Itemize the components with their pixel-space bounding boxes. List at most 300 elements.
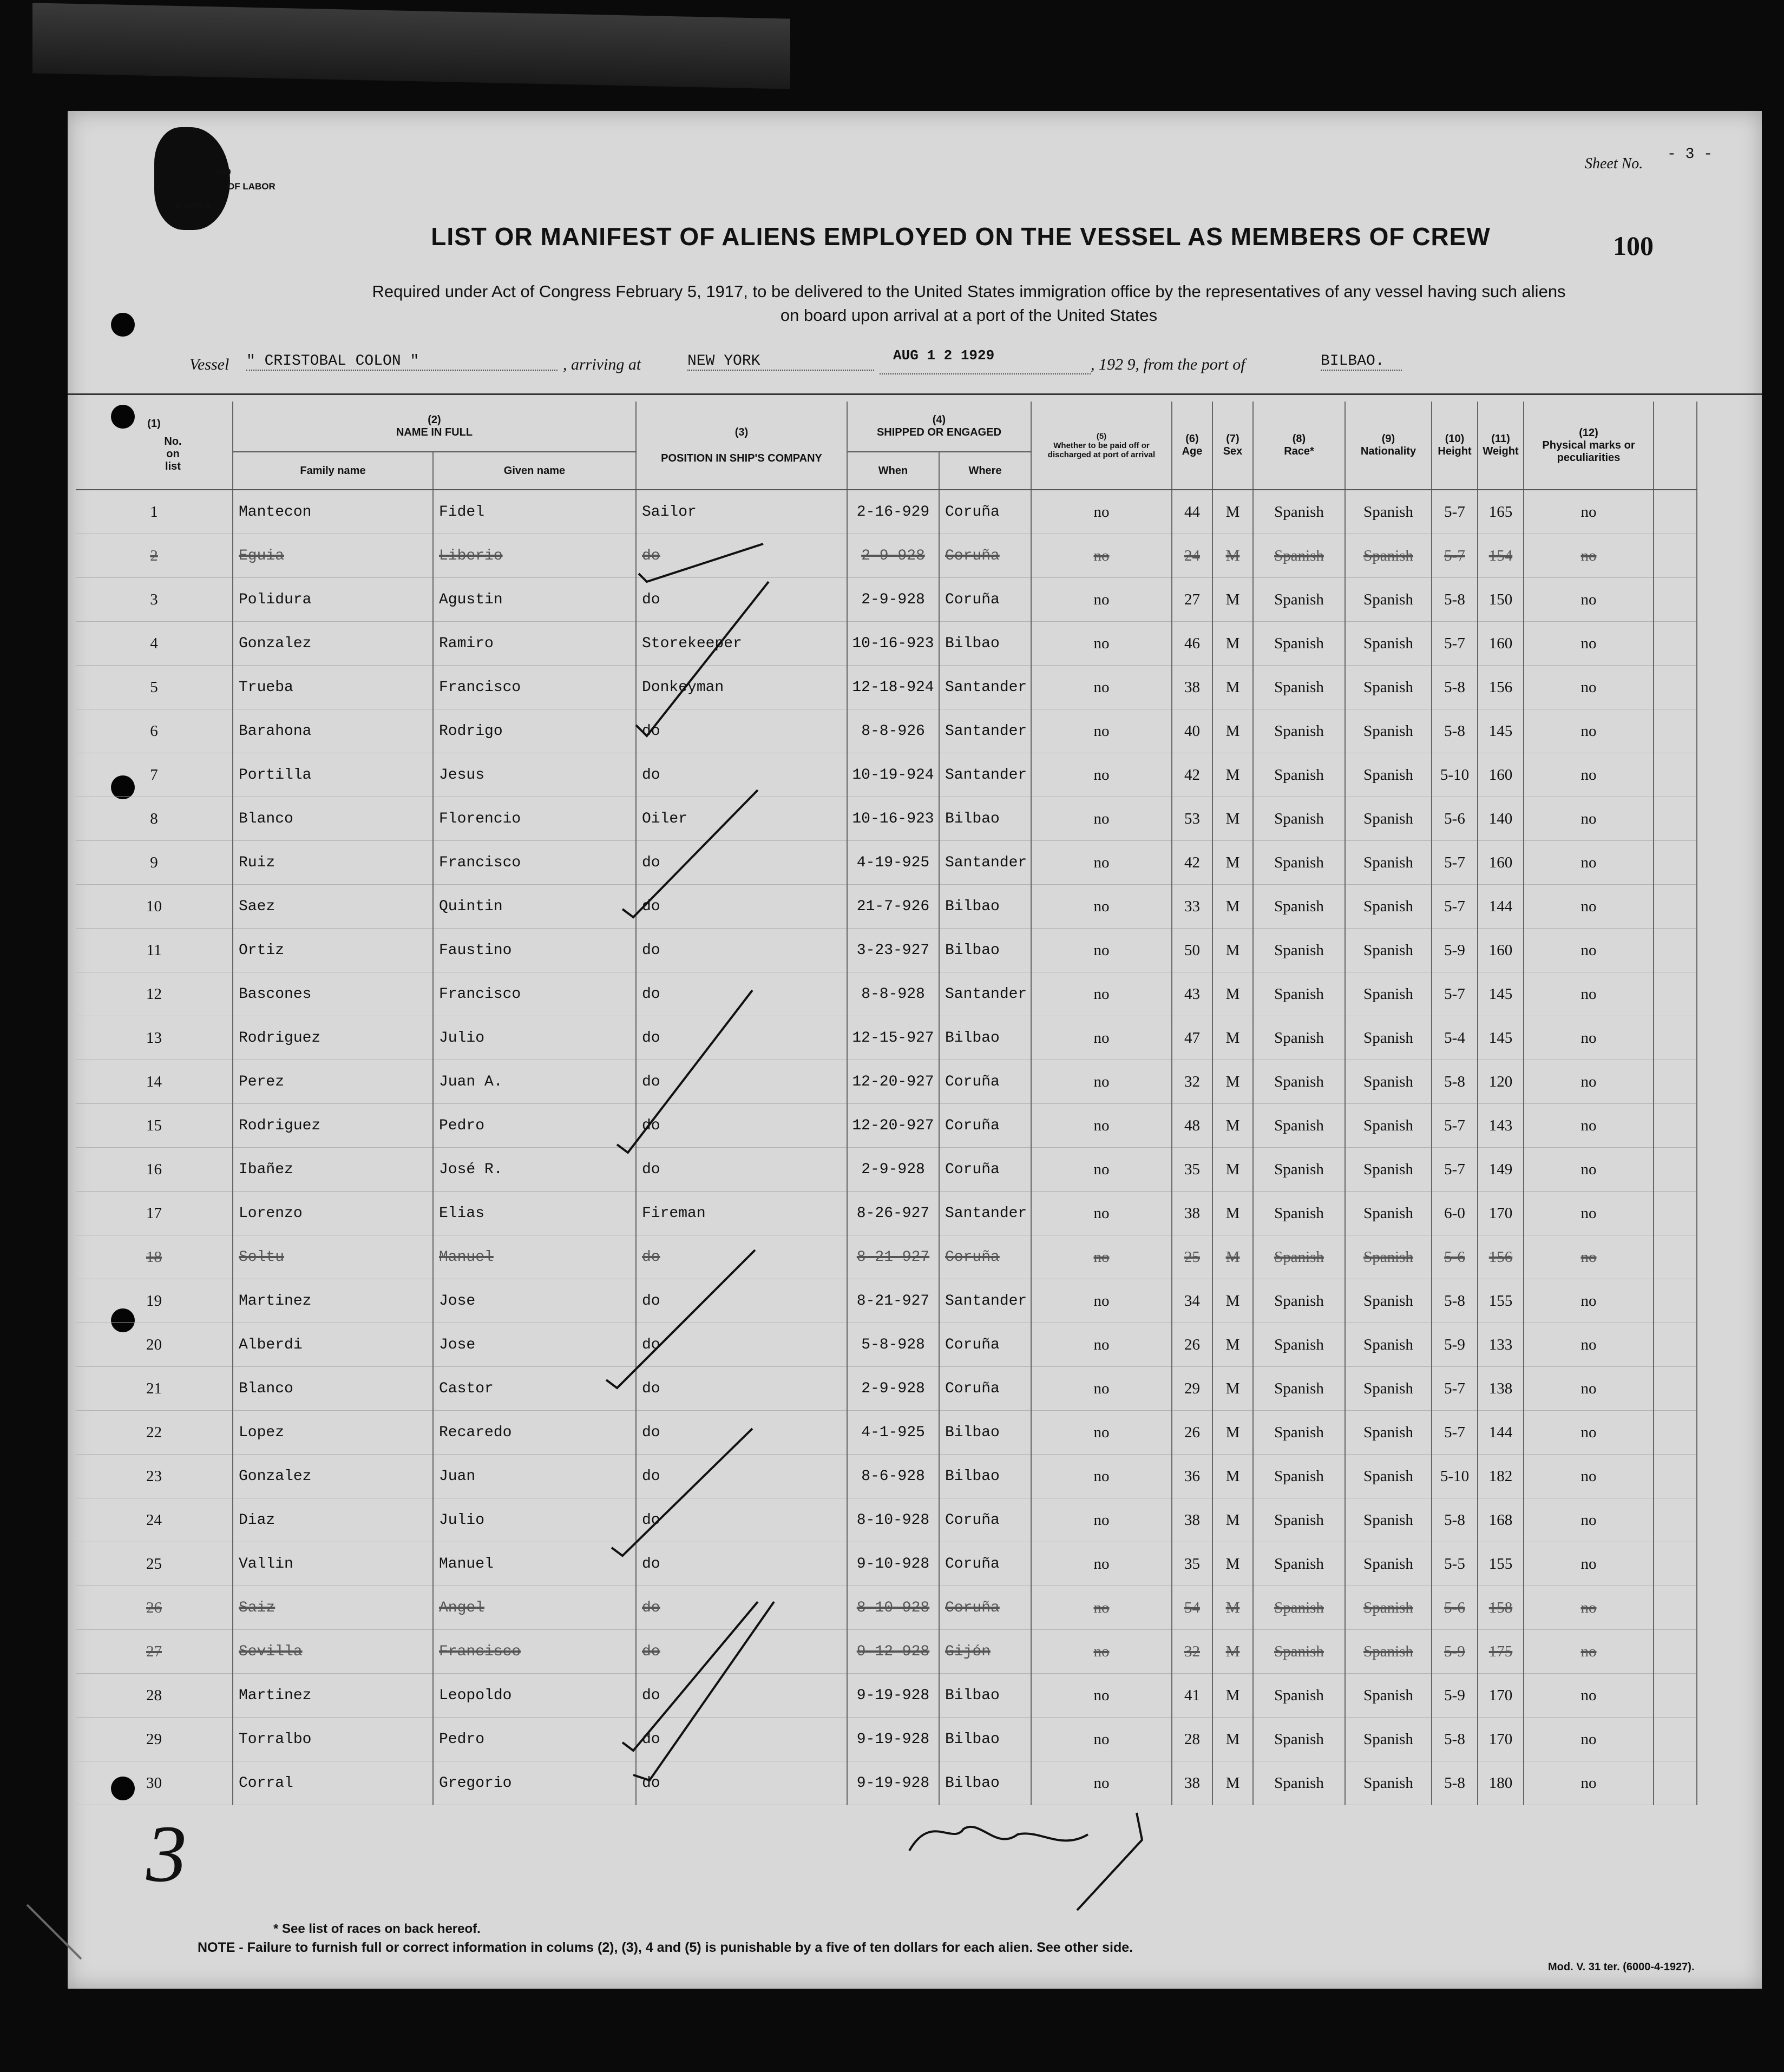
cell-sex: M xyxy=(1212,1718,1253,1761)
cell-nationality: Spanish xyxy=(1345,578,1432,622)
cell-given-name: Jose xyxy=(433,1323,636,1367)
cell-paid-off: no xyxy=(1031,1060,1172,1104)
cell-sex: M xyxy=(1212,666,1253,709)
cell-weight: 156 xyxy=(1478,1235,1524,1279)
cell-position: do xyxy=(636,1586,847,1630)
cell-marks: no xyxy=(1524,841,1654,885)
cell-nationality: Spanish xyxy=(1345,1586,1432,1630)
cell-race: Spanish xyxy=(1253,753,1345,797)
cell-row-number: 13 xyxy=(76,1016,233,1060)
col-marks-num: (12) xyxy=(1579,426,1598,439)
cell-age: 42 xyxy=(1172,841,1212,885)
cell-age: 48 xyxy=(1172,1104,1212,1148)
cell-nationality: Spanish xyxy=(1345,1279,1432,1323)
cell-height: 5-10 xyxy=(1432,753,1478,797)
cell-given-name: Gregorio xyxy=(433,1761,636,1805)
cell-paid-off: no xyxy=(1031,1323,1172,1367)
cell-shipped-when: 10-19-924 xyxy=(847,753,939,797)
cell-family-name: Barahona xyxy=(233,709,433,753)
cell-age: 38 xyxy=(1172,1192,1212,1235)
cell-race: Spanish xyxy=(1253,1455,1345,1498)
race-footnote: * See list of races on back hereof. xyxy=(273,1922,481,1936)
cell-row-number: 27 xyxy=(76,1630,233,1674)
col-header-where: Where xyxy=(939,452,1031,490)
year-text: , 192 9, from the port of xyxy=(1091,356,1245,373)
cell-shipped-where: Santander xyxy=(939,1192,1031,1235)
cell-nationality: Spanish xyxy=(1345,1148,1432,1192)
col-position-label: POSITION IN SHIP'S COMPANY xyxy=(661,452,822,464)
cell-sex: M xyxy=(1212,1761,1253,1805)
cell-height: 5-7 xyxy=(1432,885,1478,929)
cell-row-number: 3 xyxy=(76,578,233,622)
cell-shipped-where: Coruña xyxy=(939,1104,1031,1148)
col-weight-num: (11) xyxy=(1491,433,1510,445)
cell-shipped-where: Santander xyxy=(939,1279,1031,1323)
cell-nationality: Spanish xyxy=(1345,841,1432,885)
cell-shipped-where: Gijón xyxy=(939,1630,1031,1674)
cell-weight: 154 xyxy=(1478,534,1524,578)
cell-marks: no xyxy=(1524,1630,1654,1674)
cell-weight: 140 xyxy=(1478,797,1524,841)
cell-position: do xyxy=(636,1016,847,1060)
cell-given-name: Pedro xyxy=(433,1718,636,1761)
cell-weight: 160 xyxy=(1478,841,1524,885)
cell-marks: no xyxy=(1524,1016,1654,1060)
cell-shipped-where: Santander xyxy=(939,841,1031,885)
cell-position: do xyxy=(636,1542,847,1586)
cell-family-name: Torralbo xyxy=(233,1718,433,1761)
cell-position: do xyxy=(636,929,847,972)
cell-age: 44 xyxy=(1172,490,1212,534)
cell-sex: M xyxy=(1212,929,1253,972)
cell-weight: 150 xyxy=(1478,578,1524,622)
cell-age: 32 xyxy=(1172,1060,1212,1104)
cell-age: 35 xyxy=(1172,1148,1212,1192)
cell-paid-off: no xyxy=(1031,1192,1172,1235)
cell-nationality: Spanish xyxy=(1345,1367,1432,1411)
cell-sex: M xyxy=(1212,797,1253,841)
cell-race: Spanish xyxy=(1253,1104,1345,1148)
cell-height: 5-10 xyxy=(1432,1455,1478,1498)
cell-sex: M xyxy=(1212,1411,1253,1455)
cell-shipped-when: 10-16-923 xyxy=(847,622,939,666)
cell-family-name: Lorenzo xyxy=(233,1192,433,1235)
cell-family-name: Martinez xyxy=(233,1674,433,1718)
cell-position: Oiler xyxy=(636,797,847,841)
cell-position: Fireman xyxy=(636,1192,847,1235)
col-age-num: (6) xyxy=(1185,433,1199,445)
cell-given-name: Francisco xyxy=(433,841,636,885)
cell-position: do xyxy=(636,1498,847,1542)
cell-race: Spanish xyxy=(1253,797,1345,841)
cell-given-name: Fidel xyxy=(433,490,636,534)
cell-race: Spanish xyxy=(1253,1367,1345,1411)
cell-shipped-when: 8-10-928 xyxy=(847,1498,939,1542)
cell-race: Spanish xyxy=(1253,1586,1345,1630)
cell-weight: 160 xyxy=(1478,753,1524,797)
cell-race: Spanish xyxy=(1253,972,1345,1016)
cell-weight: 145 xyxy=(1478,972,1524,1016)
cell-shipped-where: Bilbao xyxy=(939,1718,1031,1761)
inspector-mark xyxy=(1077,1813,1142,1910)
col-nationality-num: (9) xyxy=(1381,433,1395,445)
cell-height: 5-7 xyxy=(1432,490,1478,534)
cell-weight: 175 xyxy=(1478,1630,1524,1674)
cell-position: do xyxy=(636,1060,847,1104)
cell-paid-off: no xyxy=(1031,1718,1172,1761)
cell-shipped-when: 8-10-928 xyxy=(847,1586,939,1630)
cell-height: 5-7 xyxy=(1432,1148,1478,1192)
cell-given-name: Manuel xyxy=(433,1542,636,1586)
cell-marks: no xyxy=(1524,1235,1654,1279)
cell-row-number: 11 xyxy=(76,929,233,972)
cell-position: do xyxy=(636,709,847,753)
cell-nationality: Spanish xyxy=(1345,753,1432,797)
cell-marks: no xyxy=(1524,1367,1654,1411)
cell-age: 42 xyxy=(1172,753,1212,797)
cell-age: 38 xyxy=(1172,1761,1212,1805)
cell-height: 5-4 xyxy=(1432,1016,1478,1060)
cell-marks: no xyxy=(1524,797,1654,841)
cell-given-name: Agustin xyxy=(433,578,636,622)
cell-sex: M xyxy=(1212,490,1253,534)
cell-weight: 155 xyxy=(1478,1279,1524,1323)
cell-marks: no xyxy=(1524,972,1654,1016)
cell-height: 5-6 xyxy=(1432,1235,1478,1279)
cell-age: 53 xyxy=(1172,797,1212,841)
cell-nationality: Spanish xyxy=(1345,1761,1432,1805)
cell-shipped-where: Coruña xyxy=(939,578,1031,622)
cell-given-name: Jesus xyxy=(433,753,636,797)
cell-weight: 168 xyxy=(1478,1498,1524,1542)
cell-age: 29 xyxy=(1172,1367,1212,1411)
cell-sex: M xyxy=(1212,841,1253,885)
cell-height: 5-8 xyxy=(1432,709,1478,753)
cell-shipped-where: Coruña xyxy=(939,1498,1031,1542)
cell-family-name: Martinez xyxy=(233,1279,433,1323)
cell-family-name: Ruiz xyxy=(233,841,433,885)
cell-height: 5-8 xyxy=(1432,1761,1478,1805)
cell-marks: no xyxy=(1524,1542,1654,1586)
cell-paid-off: no xyxy=(1031,1761,1172,1805)
cell-marks: no xyxy=(1524,709,1654,753)
cell-row-number: 1 xyxy=(76,490,233,534)
cell-shipped-where: Coruña xyxy=(939,1367,1031,1411)
cell-shipped-when: 9-10-928 xyxy=(847,1542,939,1586)
cell-sex: M xyxy=(1212,1192,1253,1235)
cell-marks: no xyxy=(1524,885,1654,929)
cell-nationality: Spanish xyxy=(1345,534,1432,578)
arriving-port: NEW YORK xyxy=(687,353,874,371)
cell-height: 5-7 xyxy=(1432,1411,1478,1455)
col-shipped-num: (4) xyxy=(932,414,946,426)
cell-paid-off: no xyxy=(1031,929,1172,972)
department-text: OF LABOR xyxy=(227,181,276,192)
cell-family-name: Saiz xyxy=(233,1586,433,1630)
cell-position: do xyxy=(636,1323,847,1367)
cell-position: do xyxy=(636,534,847,578)
cell-shipped-when: 2-9-928 xyxy=(847,534,939,578)
cell-race: Spanish xyxy=(1253,1235,1345,1279)
cell-nationality: Spanish xyxy=(1345,1323,1432,1367)
cell-height: 6-0 xyxy=(1432,1192,1478,1235)
cell-marks: no xyxy=(1524,490,1654,534)
cell-shipped-where: Bilbao xyxy=(939,1016,1031,1060)
cell-paid-off: no xyxy=(1031,490,1172,534)
col-age-label: Age xyxy=(1182,445,1203,457)
cell-shipped-when: 8-21-927 xyxy=(847,1235,939,1279)
cell-height: 5-5 xyxy=(1432,1542,1478,1586)
cell-row-number: 10 xyxy=(76,885,233,929)
cell-sex: M xyxy=(1212,1367,1253,1411)
cell-nationality: Spanish xyxy=(1345,972,1432,1016)
cell-sex: M xyxy=(1212,753,1253,797)
arriving-label: , arriving at xyxy=(563,356,641,373)
cell-shipped-when: 8-26-927 xyxy=(847,1192,939,1235)
cell-shipped-when: 8-8-928 xyxy=(847,972,939,1016)
cell-age: 54 xyxy=(1172,1586,1212,1630)
col-header-family-name: Family name xyxy=(233,452,433,490)
cell-family-name: Perez xyxy=(233,1060,433,1104)
cell-shipped-where: Bilbao xyxy=(939,1674,1031,1718)
cell-weight: 155 xyxy=(1478,1542,1524,1586)
cell-height: 5-8 xyxy=(1432,1498,1478,1542)
cell-position: do xyxy=(636,1674,847,1718)
cell-nationality: Spanish xyxy=(1345,1674,1432,1718)
cell-paid-off: no xyxy=(1031,666,1172,709)
cell-family-name: Blanco xyxy=(233,797,433,841)
tick-mark xyxy=(612,1429,752,1556)
cell-given-name: Julio xyxy=(433,1016,636,1060)
cell-race: Spanish xyxy=(1253,578,1345,622)
cell-sex: M xyxy=(1212,534,1253,578)
cell-marks: no xyxy=(1524,1498,1654,1542)
cell-age: 28 xyxy=(1172,1718,1212,1761)
cell-nationality: Spanish xyxy=(1345,1498,1432,1542)
cell-sex: M xyxy=(1212,885,1253,929)
cell-given-name: Castor xyxy=(433,1367,636,1411)
cell-race: Spanish xyxy=(1253,1542,1345,1586)
manifest-title: LIST OR MANIFEST OF ALIENS EMPLOYED ON THE VESSEL AS MEMBERS OF CREW xyxy=(431,222,1491,251)
cell-row-number: 18 xyxy=(76,1235,233,1279)
cell-nationality: Spanish xyxy=(1345,490,1432,534)
cell-given-name: Quintin xyxy=(433,885,636,929)
cell-weight: 170 xyxy=(1478,1192,1524,1235)
cell-sex: M xyxy=(1212,1016,1253,1060)
cell-row-number: 7 xyxy=(76,753,233,797)
cell-nationality: Spanish xyxy=(1345,1235,1432,1279)
form-number: 680 xyxy=(217,168,231,177)
tick-mark xyxy=(622,790,758,917)
cell-shipped-where: Coruña xyxy=(939,1586,1031,1630)
cell-shipped-when: 12-20-927 xyxy=(847,1060,939,1104)
immigration-service-text: N SERVICE xyxy=(176,202,211,209)
cell-paid-off: no xyxy=(1031,622,1172,666)
cell-height: 5-7 xyxy=(1432,972,1478,1016)
cell-position: do xyxy=(636,1235,847,1279)
cell-marks: no xyxy=(1524,1060,1654,1104)
cell-sex: M xyxy=(1212,1279,1253,1323)
cell-family-name: Sevilla xyxy=(233,1630,433,1674)
cell-family-name: Vallin xyxy=(233,1542,433,1586)
cell-age: 25 xyxy=(1172,1235,1212,1279)
cell-paid-off: no xyxy=(1031,1148,1172,1192)
cell-shipped-when: 12-20-927 xyxy=(847,1104,939,1148)
col-paid-label: Whether to be paid off or discharged at port of arrival xyxy=(1047,440,1156,459)
cell-height: 5-6 xyxy=(1432,1586,1478,1630)
cell-family-name: Ortiz xyxy=(233,929,433,972)
cell-marks: no xyxy=(1524,1192,1654,1235)
cell-family-name: Diaz xyxy=(233,1498,433,1542)
cell-sex: M xyxy=(1212,578,1253,622)
tick-mark xyxy=(617,990,752,1153)
cell-race: Spanish xyxy=(1253,622,1345,666)
cell-race: Spanish xyxy=(1253,885,1345,929)
cell-race: Spanish xyxy=(1253,1630,1345,1674)
col-shipped-label: SHIPPED OR ENGAGED xyxy=(876,426,1002,438)
cell-position: do xyxy=(636,841,847,885)
cell-paid-off: no xyxy=(1031,1630,1172,1674)
cell-row-number: 4 xyxy=(76,622,233,666)
cell-given-name: Juan A. xyxy=(433,1060,636,1104)
cell-marks: no xyxy=(1524,1586,1654,1630)
cell-position: do xyxy=(636,753,847,797)
cell-paid-off: no xyxy=(1031,1104,1172,1148)
cell-shipped-where: Bilbao xyxy=(939,1761,1031,1805)
from-port: BILBAO. xyxy=(1321,353,1402,371)
cell-marks: no xyxy=(1524,578,1654,622)
cell-shipped-where: Bilbao xyxy=(939,1411,1031,1455)
cell-shipped-where: Coruña xyxy=(939,1060,1031,1104)
cell-weight: 160 xyxy=(1478,622,1524,666)
cell-given-name: Ramiro xyxy=(433,622,636,666)
cell-position: do xyxy=(636,1718,847,1761)
cell-nationality: Spanish xyxy=(1345,1542,1432,1586)
cell-race: Spanish xyxy=(1253,1498,1345,1542)
cell-shipped-where: Coruña xyxy=(939,1148,1031,1192)
cell-height: 5-8 xyxy=(1432,578,1478,622)
cell-marks: no xyxy=(1524,1323,1654,1367)
tick-mark xyxy=(639,544,763,582)
cell-paid-off: no xyxy=(1031,578,1172,622)
cell-nationality: Spanish xyxy=(1345,1192,1432,1235)
cell-shipped-where: Bilbao xyxy=(939,797,1031,841)
cell-marks: no xyxy=(1524,1761,1654,1805)
cell-height: 5-9 xyxy=(1432,929,1478,972)
cell-shipped-when: 4-19-925 xyxy=(847,841,939,885)
cell-shipped-when: 8-8-926 xyxy=(847,709,939,753)
cell-marks: no xyxy=(1524,1411,1654,1455)
cell-height: 5-8 xyxy=(1432,1718,1478,1761)
cell-marks: no xyxy=(1524,534,1654,578)
cell-shipped-where: Coruña xyxy=(939,490,1031,534)
cell-shipped-where: Santander xyxy=(939,666,1031,709)
cell-row-number: 25 xyxy=(76,1542,233,1586)
cell-marks: no xyxy=(1524,666,1654,709)
cell-age: 36 xyxy=(1172,1455,1212,1498)
sheet-number-label: Sheet No. xyxy=(1585,155,1643,172)
cell-sex: M xyxy=(1212,1235,1253,1279)
cell-shipped-when: 9-19-928 xyxy=(847,1761,939,1805)
cell-paid-off: no xyxy=(1031,797,1172,841)
col-sex-label: Sex xyxy=(1223,445,1243,457)
cell-sex: M xyxy=(1212,1104,1253,1148)
cell-shipped-where: Bilbao xyxy=(939,1455,1031,1498)
cell-sex: M xyxy=(1212,709,1253,753)
cell-shipped-where: Santander xyxy=(939,972,1031,1016)
subtitle-line-1: Required under Act of Congress February 5, 1917, to be delivered to the United States immigration office by the representatives of any vessel having such aliens xyxy=(372,282,1566,301)
cell-race: Spanish xyxy=(1253,709,1345,753)
cell-row-number: 16 xyxy=(76,1148,233,1192)
cell-shipped-where: Coruña xyxy=(939,1323,1031,1367)
cell-race: Spanish xyxy=(1253,1060,1345,1104)
cell-height: 5-7 xyxy=(1432,1367,1478,1411)
cell-nationality: Spanish xyxy=(1345,666,1432,709)
cell-age: 41 xyxy=(1172,1674,1212,1718)
cell-position: do xyxy=(636,885,847,929)
handwritten-digit: 3 xyxy=(146,1809,187,1899)
cell-shipped-when: 10-16-923 xyxy=(847,797,939,841)
cell-family-name: Portilla xyxy=(233,753,433,797)
cell-nationality: Spanish xyxy=(1345,1630,1432,1674)
cell-family-name: Gonzalez xyxy=(233,1455,433,1498)
cell-shipped-when: 2-9-928 xyxy=(847,578,939,622)
cell-weight: 182 xyxy=(1478,1455,1524,1498)
cell-given-name: Angel xyxy=(433,1586,636,1630)
cell-shipped-where: Santander xyxy=(939,709,1031,753)
cell-given-name: Rodrigo xyxy=(433,709,636,753)
cell-given-name: Elias xyxy=(433,1192,636,1235)
cell-shipped-when: 4-1-925 xyxy=(847,1411,939,1455)
cell-age: 35 xyxy=(1172,1542,1212,1586)
cell-marks: no xyxy=(1524,929,1654,972)
cell-height: 5-7 xyxy=(1432,534,1478,578)
cell-weight: 158 xyxy=(1478,1586,1524,1630)
cell-paid-off: no xyxy=(1031,1235,1172,1279)
cell-family-name: Soltu xyxy=(233,1235,433,1279)
cell-shipped-when: 9-12-928 xyxy=(847,1630,939,1674)
cell-marks: no xyxy=(1524,622,1654,666)
cell-row-number: 22 xyxy=(76,1411,233,1455)
inspector-signature xyxy=(909,1827,1088,1851)
cell-given-name: Faustino xyxy=(433,929,636,972)
cell-height: 5-7 xyxy=(1432,1104,1478,1148)
cell-race: Spanish xyxy=(1253,1192,1345,1235)
cell-position: do xyxy=(636,1279,847,1323)
cell-position: do xyxy=(636,578,847,622)
cell-family-name: Eguia xyxy=(233,534,433,578)
cell-race: Spanish xyxy=(1253,1411,1345,1455)
cell-nationality: Spanish xyxy=(1345,929,1432,972)
cell-race: Spanish xyxy=(1253,1323,1345,1367)
tick-mark xyxy=(636,582,769,736)
col-race-num: (8) xyxy=(1292,433,1306,445)
cell-weight: 149 xyxy=(1478,1148,1524,1192)
cell-age: 38 xyxy=(1172,1498,1212,1542)
cell-height: 5-7 xyxy=(1432,841,1478,885)
col-paid-num: (5) xyxy=(1096,431,1107,441)
cell-weight: 144 xyxy=(1478,885,1524,929)
cell-shipped-where: Coruña xyxy=(939,1542,1031,1586)
vessel-name: " CRISTOBAL COLON " xyxy=(246,353,558,371)
cell-paid-off: no xyxy=(1031,1542,1172,1586)
col-name-label: NAME IN FULL xyxy=(396,426,473,438)
cell-weight: 145 xyxy=(1478,709,1524,753)
col-number-num: (1) xyxy=(147,418,161,430)
cell-family-name: Alberdi xyxy=(233,1323,433,1367)
cell-given-name: Juan xyxy=(433,1455,636,1498)
cell-sex: M xyxy=(1212,622,1253,666)
